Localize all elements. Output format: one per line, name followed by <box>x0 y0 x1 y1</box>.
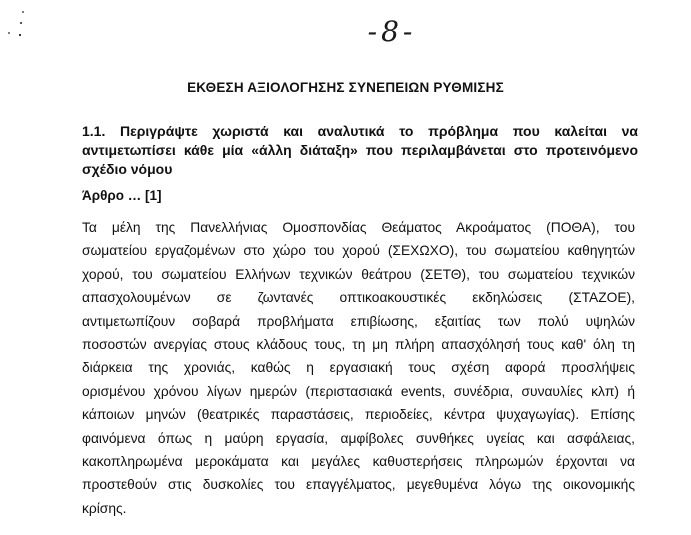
question-block <box>82 122 638 179</box>
body-line: κρίσης. <box>82 500 127 516</box>
body-line: προστεθούν στις δυσκολίες του επαγγέλματος, μεγεθυμένα λόγω της οικονομικής <box>82 477 635 493</box>
body-line: αντιμετωπίζουν σοβαρά προβλήματα επιβίωσης, εξαιτίας των πολύ υψηλών <box>82 313 635 329</box>
document-title: ΕΚΘΕΣΗ ΑΞΙΟΛΟΓΗΣΗΣ ΣΥΝΕΠΕΙΩΝ ΡΥΘΜΙΣΗΣ <box>187 80 504 95</box>
article-heading: Άρθρο … [1] <box>82 188 162 203</box>
body-paragraph <box>82 216 635 520</box>
question-line: αντιμετωπίσει κάθε μία «άλλη διάταξη» που περιλαμβάνεται στο προτεινόμενο <box>82 142 638 158</box>
question-line: σχέδιο νόμου <box>82 161 173 177</box>
body-line: ποσοστών ανεργίας στους κλάδους τους, τη μη πλήρη απασχόλησή τους καθ' όλη τη <box>82 337 635 353</box>
body-line: κάποιων μηνών (θεατρικές παραστάσεις, περιοδείες, κέντρα ψυχαγωγίας). Επίσης <box>82 407 635 423</box>
body-line: Τα μέλη της Πανελλήνιας Ομοσπονδίας Θεάματος Ακροάματος (ΠΟΘΑ), του <box>82 220 635 235</box>
body-line: σωματείου εργαζομένων στο χώρο του χορού (ΣΕΧΩΧΟ), του σωματείου καθηγητών <box>82 243 635 259</box>
body-line: χορού, του σωματείου Ελλήνων τεχνικών θεάτρου (ΣΕΤΘ), του σωματείου τεχνικών <box>82 266 635 282</box>
body-line: κακοπληρωμένα μεροκάματα και μεγάλες καθυστερήσεις πληρωμών έρχονται να <box>82 454 635 470</box>
body-line: φαινόμενα όπως η μαύρη εργασία, αμφίβολες συνθήκες υγείας και ασφάλειας, <box>82 430 635 446</box>
body-line: ορισμένου χρόνου λίγων ημερών (περιστασιακά events, συνέδρια, συναυλίες κλπ) ή <box>82 383 635 399</box>
body-line: διάρκεια της χρονιάς, καθώς η εργασιακή τους σχέση αφορά προσλήψεις <box>82 360 635 376</box>
body-line: απασχολουμένων σε ζωντανές οπτικοακουστικές εκδηλώσεις (ΣΤΑΖΟΕ), <box>82 290 635 306</box>
page-number: -8- <box>367 15 417 48</box>
scan-speck-marks <box>6 8 28 38</box>
question-line: 1.1. Περιγράψτε χωριστά και αναλυτικά το πρόβλημα που καλείται να <box>82 123 638 139</box>
